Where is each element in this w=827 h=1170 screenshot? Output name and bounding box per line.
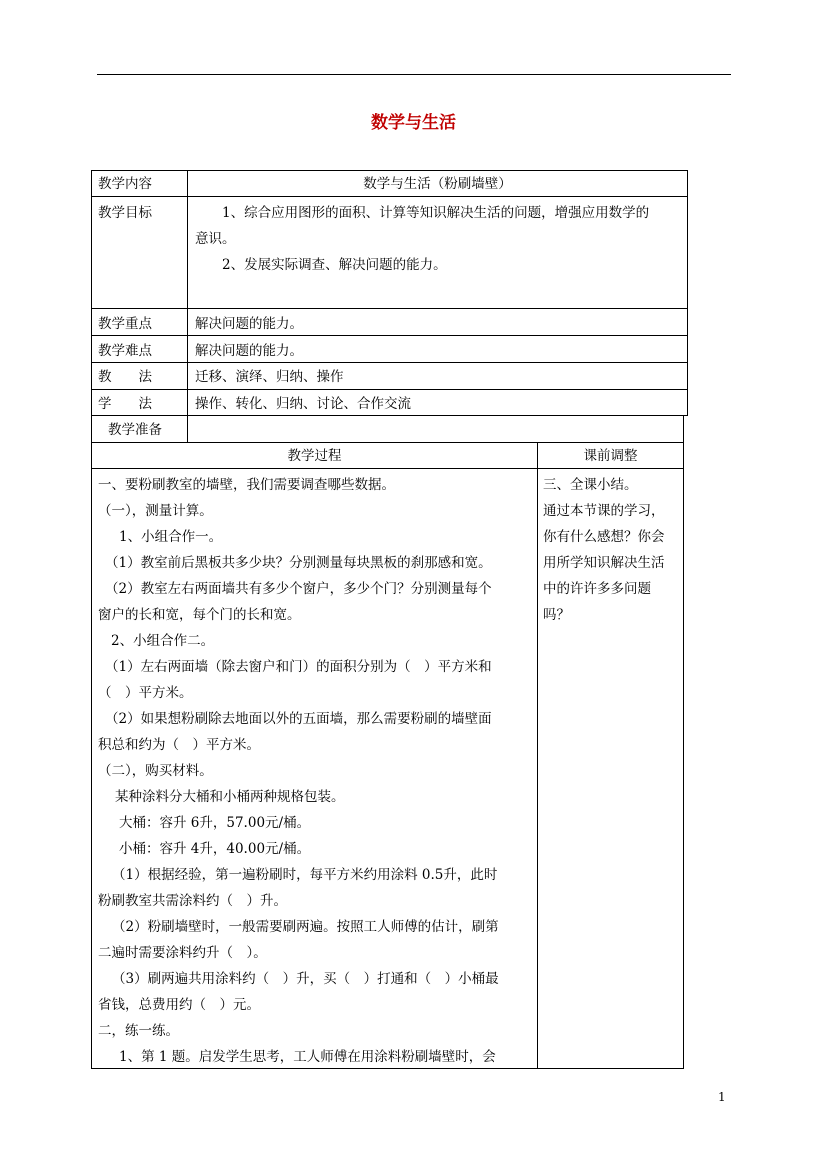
adjust-line: 三、全课小结。 <box>543 477 638 493</box>
process-line: 积总和约为（ ）平方米。 <box>98 737 260 753</box>
objective-line-2: 意识。 <box>195 231 236 247</box>
process-line: 大桶：容升 6升，57.00元/桶。 <box>119 815 311 831</box>
process-line: （1）根据经验，第一遍粉刷时，每平方米约用涂料 0.5升，此时 <box>112 867 498 883</box>
row-teaching-method-value: 迁移、演绎、归纳、操作 <box>195 369 344 385</box>
process-line: （一），测量计算。 <box>98 503 213 519</box>
process-line: （3）刷两遍共用涂料约（ ）升，买（ ）打通和（ ）小桶最 <box>112 971 499 987</box>
process-line: （2）粉刷墙壁时，一般需要刷两遍。按照工人师傅的估计，刷第 <box>112 919 499 935</box>
process-header: 教学过程 <box>287 448 342 464</box>
process-line: （2）教室左右两面墙共有多少个窗户，多少个门？分别测量每个 <box>105 581 492 597</box>
objective-line-1: 1、综合应用图形的面积、计算等知识解决生活的问题，增强应用数学的 <box>222 205 650 221</box>
process-line: 二，练一练。 <box>98 1023 179 1039</box>
process-line: 1、第 1 题。启发学生思考，工人师傅在用涂料粉刷墙壁时，会 <box>119 1049 496 1065</box>
process-line: （2）如果想粉刷除去地面以外的五面墙，那么需要粉刷的墙壁面 <box>105 711 492 727</box>
process-line: （二），购买材料。 <box>98 763 213 779</box>
process-line: （1）左右两面墙（除去窗户和门）的面积分别为（ ）平方米和 <box>105 659 492 675</box>
process-line: 二遍时需要涂料约升（ ）。 <box>98 945 267 961</box>
process-line: 小桶：容升 4升，40.00元/桶。 <box>119 841 311 857</box>
process-line: 2、小组合作二。 <box>111 633 215 649</box>
process-line: 窗户的长和宽，每个门的长和宽。 <box>98 607 301 623</box>
row-teaching-method-label: 教 法 <box>98 369 152 385</box>
objective-line-3: 2、发展实际调查、解决问题的能力。 <box>222 257 447 273</box>
adjust-line: 你有什么感想？你会 <box>543 529 665 545</box>
process-line: 一、要粉刷教室的墙壁，我们需要调查哪些数据。 <box>98 477 395 493</box>
row-key-point-label: 教学重点 <box>98 316 152 332</box>
adjust-line: 吗？ <box>543 607 570 623</box>
process-line: 1、小组合作一。 <box>119 529 223 545</box>
row-learning-method-value: 操作、转化、归纳、讨论、合作交流 <box>195 396 411 412</box>
page-number: 1 <box>718 1090 726 1104</box>
adjust-line: 用所学知识解决生活 <box>543 555 665 571</box>
row-preparation-label: 教学准备 <box>108 422 162 438</box>
document-title: 数学与生活 <box>371 113 456 133</box>
adjust-line: 中的许许多多问题 <box>543 581 651 597</box>
row-objective-label: 教学目标 <box>98 205 152 221</box>
row-learning-method-label: 学 法 <box>98 396 152 412</box>
header-rule <box>97 74 731 75</box>
process-line: 某种涂料分大桶和小桶两种规格包装。 <box>115 789 345 805</box>
adjust-header: 课前调整 <box>583 448 638 464</box>
process-line: 粉刷教室共需涂料约（ ）升。 <box>98 893 287 909</box>
process-line: 省钱，总费用约（ ）元。 <box>98 997 260 1013</box>
process-line: （ ）平方米。 <box>98 685 193 701</box>
row-content-value: 数学与生活（粉刷墙壁） <box>363 176 512 192</box>
row-key-point-value: 解决问题的能力。 <box>195 316 303 332</box>
process-line: （1）教室前后黑板共多少块？分别测量每块黑板的刹那感和宽。 <box>105 555 492 571</box>
adjust-line: 通过本节课的学习， <box>543 503 665 519</box>
row-difficulty-label: 教学难点 <box>98 343 152 359</box>
row-difficulty-value: 解决问题的能力。 <box>195 343 303 359</box>
row-content-label: 教学内容 <box>98 176 152 192</box>
